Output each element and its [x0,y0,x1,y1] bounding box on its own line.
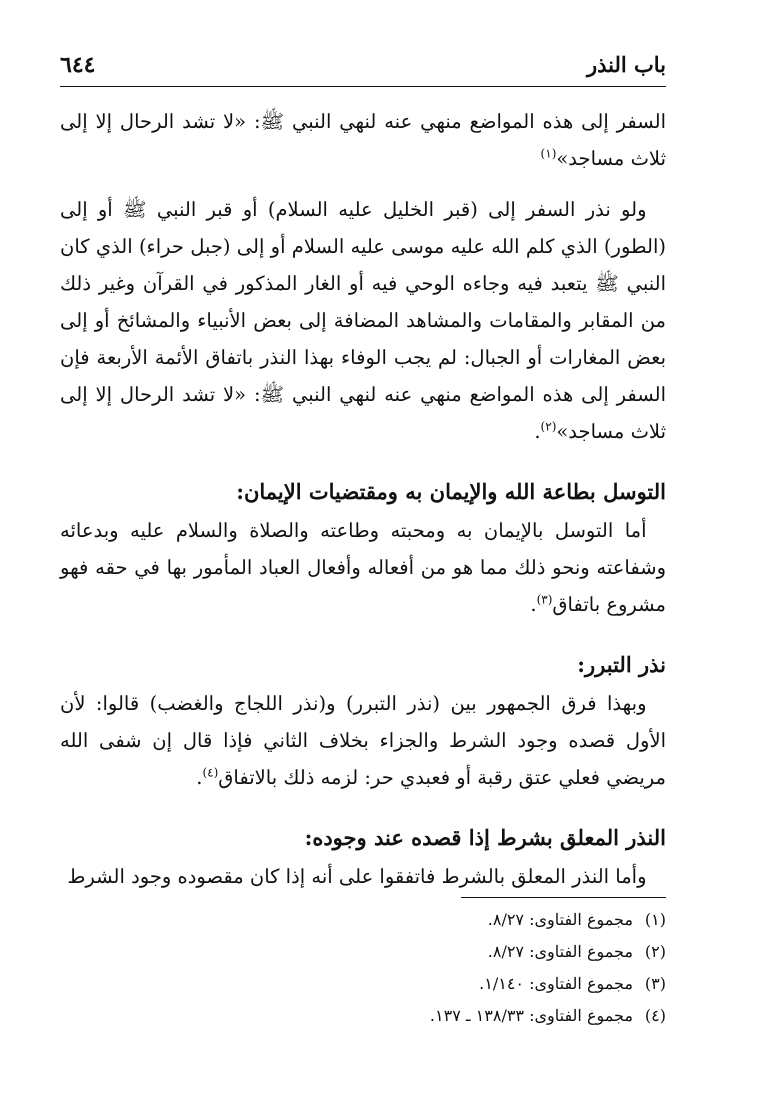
footnote-3: (٣)مجموع الفتاوى: ١/١٤٠. [479,974,666,993]
paragraph-4: وبهذا فرق الجمهور بين (نذر التبرر) و(نذر اللجاج والغضب) قالوا: لأن الأول قصده وجود الشرط والجزاء بخلاف الثاني فإذا قال إن شفى الله مريضي فعلي عتق رقبة أو فعبدي حر: لزمه ذلك بالاتفاق$^{(٤)}$. [60,692,666,789]
page-header [60,52,666,87]
footnote-2: (٢)مجموع الفتاوى: ٨/٢٧. [487,942,666,961]
footnote-ref-2[interactable]: (٢) [540,419,557,434]
footnote-ref-4[interactable]: (٤) [202,765,219,780]
page-body [60,103,666,895]
chapter-title: باب النذر [586,52,666,77]
section-heading-tabarrur: نذر التبرر: [577,652,666,677]
paragraph-1: السفر إلى هذه المواضع منهي عنه لنهي النبي ﷺ: «لا تشد الرحال إلا إلى ثلاث مساجد»$^{(١)}$ [60,110,666,170]
paragraph-5: وأما النذر المعلق بالشرط فاتفقوا على أنه إذا كان مقصوده وجود الشرط [67,865,647,888]
footnote-ref-1[interactable]: (١) [540,146,557,161]
book-page [60,52,666,1062]
footnotes [60,897,666,1032]
paragraph-2: ولو نذر السفر إلى (قبر الخليل عليه السلام) أو قبر النبي ﷺ أو إلى (الطور) الذي كلم الله عليه موسى عليه السلام أو إلى (جبل حراء) الذي كان النبي ﷺ يتعبد فيه وجاءه الوحي فيه أو الغار المذكور في القرآن وغير ذلك من المقابر والمقامات والمشاهد المضافة إلى بعض الأنبياء والمشائخ أو إلى بعض المغارات أو الجبال: لم يجب الوفاء بهذا النذر باتفاق الأئمة الأربعة فإن السفر إلى هذه المواضع منهي عنه لنهي النبي ﷺ: «لا تشد الرحال إلا إلى ثلاث مساجد»$^{(٢)}$. [60,198,666,443]
page-number: ٦٤٤ [60,52,96,78]
footnote-4: (٤)مجموع الفتاوى: ١٣٨/٣٣ ـ ١٣٧. [429,1006,666,1025]
paragraph-3: أما التوسل بالإيمان به ومحبته وطاعته والصلاة والسلام عليه وبدعائه وشفاعته ونحو ذلك مما هو من أفعاله وأفعال العباد المأمور بها في حقه فهو مشروع باتفاق$^{(٣)}$. [60,519,666,616]
footnote-ref-3[interactable]: (٣) [536,592,553,607]
section-heading-conditional-vow: النذر المعلق بشرط إذا قصده عند وجوده: [304,825,666,850]
footnote-divider [461,897,666,898]
section-heading-tawassul: التوسل بطاعة الله والإيمان به ومقتضيات الإيمان: [236,479,666,504]
footnote-1: (١)مجموع الفتاوى: ٨/٢٧. [487,910,666,929]
